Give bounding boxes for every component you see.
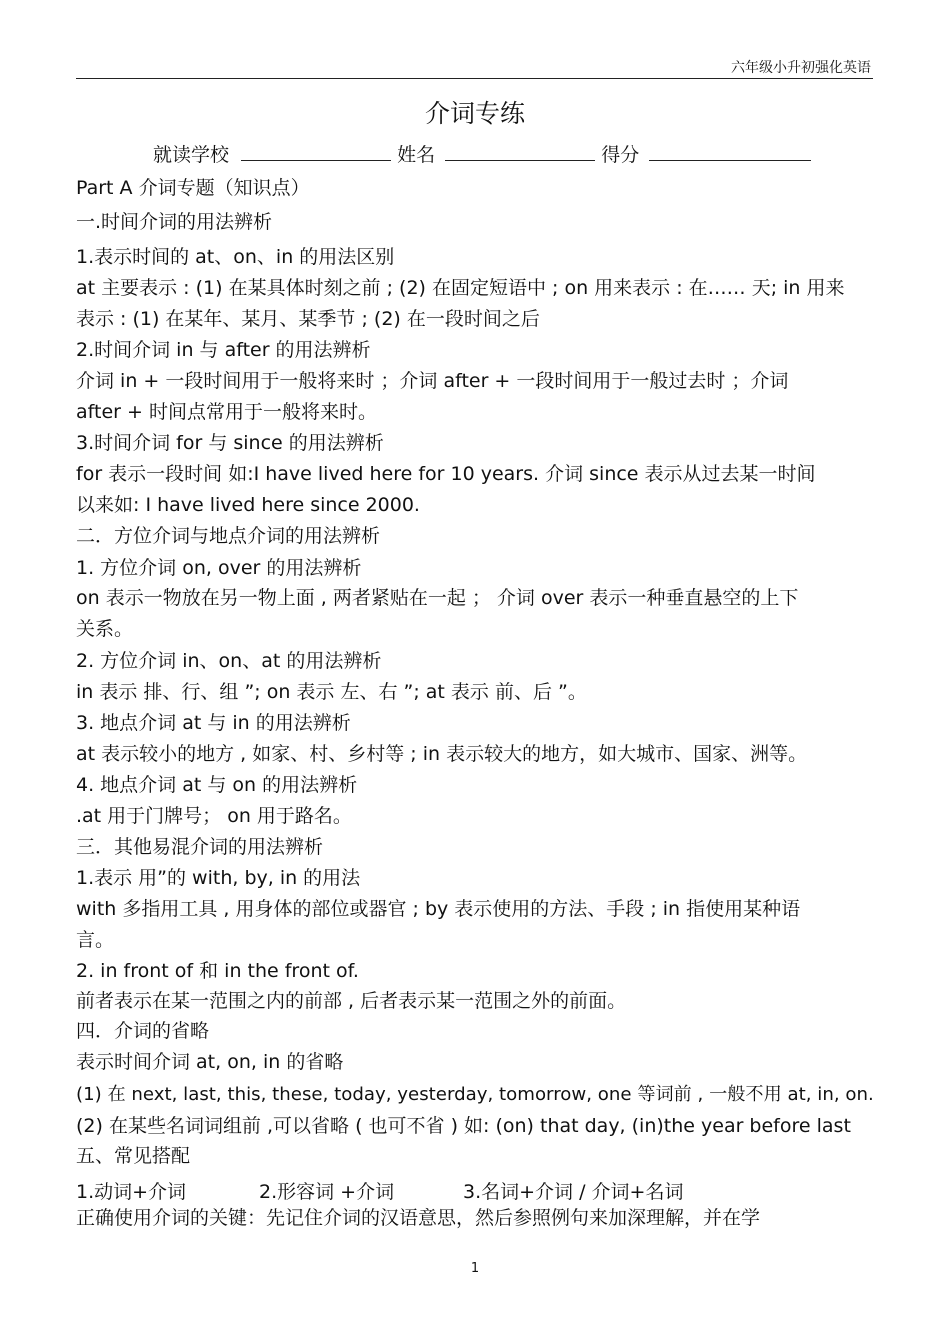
body-line: 以来如: I have lived here since 2000.: [76, 494, 420, 516]
section-heading: 五、常见搭配: [76, 1145, 191, 1167]
header-rule: [76, 78, 873, 79]
body-line: at 主要表示 : (1) 在某具体时刻之前 ; (2) 在固定短语中 ; on 用来表示 : 在…… 天; in 用来: [76, 277, 845, 299]
body-line: 表示 : (1) 在某年、某月、某季节 ; (2) 在一段时间之后: [76, 308, 540, 330]
header-text: 六年级小升初强化英语: [731, 60, 871, 76]
subsection-heading: 2. in front of 和 in the front of.: [76, 960, 359, 982]
body-line: 关系。: [76, 618, 134, 640]
body-line: 正确使用介词的关键：先记住介词的汉语意思，然后参照例句来加深理解，并在学: [76, 1207, 761, 1229]
student-info-fields: [153, 140, 811, 167]
subsection-heading: 3.时间介词 for 与 since 的用法辨析: [76, 432, 384, 454]
body-line: after + 时间点常用于一般将来时。: [76, 401, 377, 423]
collocation-noun-prep: 3.名词+介词 / 介词+名词: [463, 1181, 684, 1203]
subsection-heading: 2. 方位介词 in、on、at 的用法辨析: [76, 650, 382, 672]
score-label: 得分: [601, 144, 640, 166]
section-heading: 二．方位介词与地点介词的用法辨析: [76, 525, 381, 547]
body-line: in 表示 排、行、组 ”; on 表示 左、右 ”; at 表示 前、后 ”。: [76, 681, 587, 703]
school-label: 就读学校: [153, 144, 230, 166]
part-a-heading: Part A 介词专题（知识点）: [76, 177, 310, 199]
body-line: 前者表示在某一范围之内的前部 , 后者表示某一范围之外的前面。: [76, 990, 627, 1012]
page-title: 介词专练: [424, 99, 525, 128]
collocation-verb-prep: 1.动词+介词: [76, 1181, 187, 1203]
body-line: 介词 in + 一段时间用于一般将来时 ；介词 after + 一段时间用于一般过去时 ；介词: [76, 370, 789, 392]
page-number: 1: [470, 1261, 480, 1276]
body-line: 表示时间介词 at, on, in 的省略: [76, 1051, 344, 1073]
subsection-heading: 1.表示时间的 at、on、in 的用法区别: [76, 246, 395, 268]
subsection-heading: 3. 地点介词 at 与 in 的用法辨析: [76, 712, 351, 734]
subsection-heading: 2.时间介词 in 与 after 的用法辨析: [76, 339, 371, 361]
body-line: (2) 在某些名词词组前 ,可以省略 ( 也可不省 ) 如: (on) that day, (in)the year before last: [76, 1115, 851, 1137]
subsection-heading: 1. 方位介词 on, over 的用法辨析: [76, 557, 362, 579]
body-line: (1) 在 next, last, this, these, today, yesterday, tomorrow, one 等词前 , 一般不用 at, in, on.: [76, 1084, 874, 1105]
school-blank[interactable]: [241, 140, 391, 161]
body-line: for 表示一段时间 如:I have lived here for 10 years. 介词 since 表示从过去某一时间: [76, 463, 816, 485]
section-heading: 三．其他易混介词的用法辨析: [76, 836, 324, 858]
body-line: .at 用于门牌号； on 用于路名。: [76, 805, 352, 827]
collocation-adj-prep: 2.形容词 +介词: [259, 1181, 395, 1203]
section-heading: 一.时间介词的用法辨析: [76, 211, 273, 233]
page-header: [76, 55, 873, 79]
score-blank[interactable]: [649, 140, 811, 161]
name-label: 姓名: [397, 144, 436, 166]
body-line: 言。: [76, 929, 115, 951]
subsection-heading: 4. 地点介词 at 与 on 的用法辨析: [76, 774, 358, 796]
body-line: at 表示较小的地方 , 如家、村、乡村等 ; in 表示较大的地方，如大城市、国家、洲等。: [76, 743, 808, 765]
body-line: on 表示一物放在另一物上面 , 两者紧贴在一起 ； 介词 over 表示一种垂直悬空的上下: [76, 587, 799, 609]
body-line: with 多指用工具 , 用身体的部位或器官 ; by 表示使用的方法、手段 ; in 指使用某种语: [76, 898, 801, 920]
name-blank[interactable]: [445, 140, 595, 161]
section-heading: 四．介词的省略: [76, 1020, 210, 1042]
subsection-heading: 1.表示 用”的 with, by, in 的用法: [76, 867, 361, 889]
